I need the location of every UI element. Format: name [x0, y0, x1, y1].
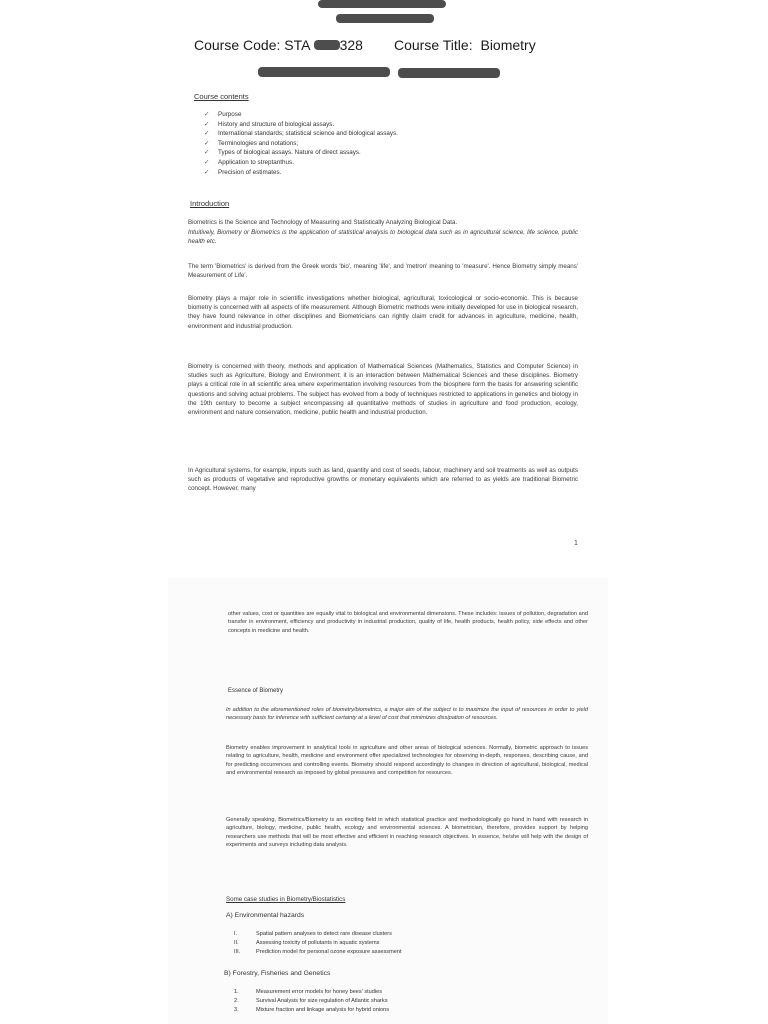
- intro-paragraph: Biometrics is the Science and Technology of Measuring and Statistically Analyzing Biological Data.: [188, 219, 458, 226]
- redacted-header-mark: [318, 0, 446, 8]
- intro-paragraph: In Agricultural systems, for example, inputs such as land, quantity and cost of seeds, labour, machinery and soil treatments as well as outputs such as products of vegetative and reproductive growths or monetary equivalents which are referred to as yields are traditional Biometric concept. However, many: [188, 467, 578, 493]
- course-code-label: Course Code: STA: [194, 37, 310, 53]
- check-icon: ✓: [204, 111, 210, 118]
- list-item: ✓ Terminologies and notations;: [204, 139, 299, 147]
- list-item: 1. Measurement error models for honey bees' studies: [234, 989, 383, 995]
- intro-paragraph: Intuitively, Biometry or Biometrics is the application of statistical analysis to biological data such as in agricultural science, life science, public health etc.: [188, 229, 578, 246]
- list-item: ✓ Types of biological assays. Nature of direct assays.: [204, 149, 361, 157]
- list-item: III. Prediction model for personal ozone exposure assessment: [234, 948, 402, 955]
- introduction-heading: Introduction: [190, 199, 230, 208]
- redacted-code-digits: [314, 40, 340, 50]
- course-contents-list: [204, 110, 398, 177]
- intro-paragraph: The term 'Biometrics' is derived from the Greek words 'bio', meaning 'life', and 'metron' meaning to 'measure'. Hence Biometry simply means' Measurement of Life'.: [188, 263, 578, 280]
- group-b-list: [234, 988, 389, 1014]
- check-icon: ✓: [204, 139, 210, 147]
- check-icon: ✓: [204, 168, 210, 176]
- list-item: 3. Mixture fraction and linkage analysis for hybrid onions: [234, 1006, 390, 1013]
- course-contents-heading: Course contents: [194, 92, 249, 101]
- case-studies-heading: Some case studies in Biometry/Biostatistics: [226, 896, 346, 903]
- check-icon: ✓: [204, 158, 210, 166]
- second-page: [168, 578, 608, 1024]
- redacted-header-mark: [336, 14, 434, 23]
- list-item: ✓ International standards; statistical science and biological assays.: [204, 130, 398, 138]
- group-a-list: [234, 930, 402, 956]
- course-code-heading: [194, 37, 363, 53]
- intro-paragraph: Biometry is concerned with theory, methods and application of Mathematical Sciences (Mathematics, Statistics and Computer Science) in studies such as Agriculture, Biology and Environment; it is an interaction between Mathematical Sciences and these disciplines. Biometry plays a critical role in all scientific area where experimentation involving resources from the biosphere form the basis for answering scientific questions and solving actual problems. The subject has evolved from a body of techniques restricted to applications in genetics and biology in the 19th century to become a subject encompassing all quantitative methods of studies in agriculture and food production, ecology, environment and nature conservation, medicine, public health and industrial production.: [188, 363, 578, 417]
- intro-paragraph: Biometry plays a major role in scientific investigations whether biological, agricultural, toxicological or socio-economic. This is because biometry is concerned with all aspects of life measurement. Although Biometric methods were initially developed for use in biological research, they have found relevance in other disciplines and Biometricians can rightly claim credit for advances in agriculture, medicine, health, environment and industrial production.: [188, 295, 578, 330]
- list-item: II. Assessing toxicity of pollutants in aquatic systems: [234, 939, 380, 946]
- list-item: 2. Survival Analysis for size regulation of Atlantic sharks: [234, 997, 388, 1004]
- list-item: ✓ Purpose: [204, 111, 242, 118]
- redacted-author-line: [258, 67, 390, 77]
- course-title-value: Biometry: [480, 37, 536, 53]
- list-item: ✓ Application to streptanthus.: [204, 158, 294, 166]
- check-icon: ✓: [204, 149, 210, 157]
- course-code-suffix: 328: [339, 37, 363, 53]
- page-number: 1: [574, 540, 578, 547]
- group-b-title: B) Forestry, Fisheries and Genetics: [224, 970, 331, 977]
- check-icon: ✓: [204, 120, 210, 128]
- redacted-author-line: [398, 68, 500, 78]
- essence-paragraph: Biometry enables improvement in analytical tools in agriculture and other areas of biological sciences. Normally, biometric approach to issues relating to agriculture, health, medicine and environment offer specialized technologies for observing in-depth, responses, describing cause, and for predicting occurrences and controlling events. Biometry should respond accordingly to changes in direction of agricultural, biological, medical and environmental research as imposed by global pressures and competition for resources.: [226, 745, 588, 777]
- list-item: ✓ History and structure of biological assays.: [204, 120, 335, 128]
- list-item: ✓ Precision of estimates.: [204, 168, 282, 176]
- check-icon: ✓: [204, 130, 210, 138]
- essence-paragraph: In addition to the aforementioned roles of biometry/biometrics, a major aim of the subject is to maximize the input of resources in order to yield necessary basis for inference with sufficient certainty at a level of cost that minimizes dissipation of resources.: [226, 707, 588, 722]
- essence-paragraph: Generally speaking, Biometrics/Biometry is an exciting field in which statistical practice and methodologically go hand in hand with research in agriculture, biology, medicine, public health, ecology and environmental sciences. A biometrician, therefore, provides support by helping researchers use methods that will be most effective and efficient in reaching research objectives. In essence, he/she will help with the design of experiments and surveys including data analysis.: [226, 817, 588, 849]
- continuation-paragraph: other values, cost or quantities are equally vital to biological and environmental dimensions. These includes: issues of pollution, degradation and transfer in environment, efficiency and productivity in industrial production, quality of life, health products, health policy, side effects and other concepts in medicine and health.: [228, 611, 588, 634]
- essence-heading: Essence of Biometry: [228, 688, 284, 694]
- list-item: I. Spatial pattern analyses to detect rare disease clusters: [234, 931, 392, 937]
- course-title-label: Course Title:: [394, 37, 473, 53]
- course-title-heading: [394, 37, 536, 53]
- group-a-title: A) Environmental hazards: [226, 912, 305, 919]
